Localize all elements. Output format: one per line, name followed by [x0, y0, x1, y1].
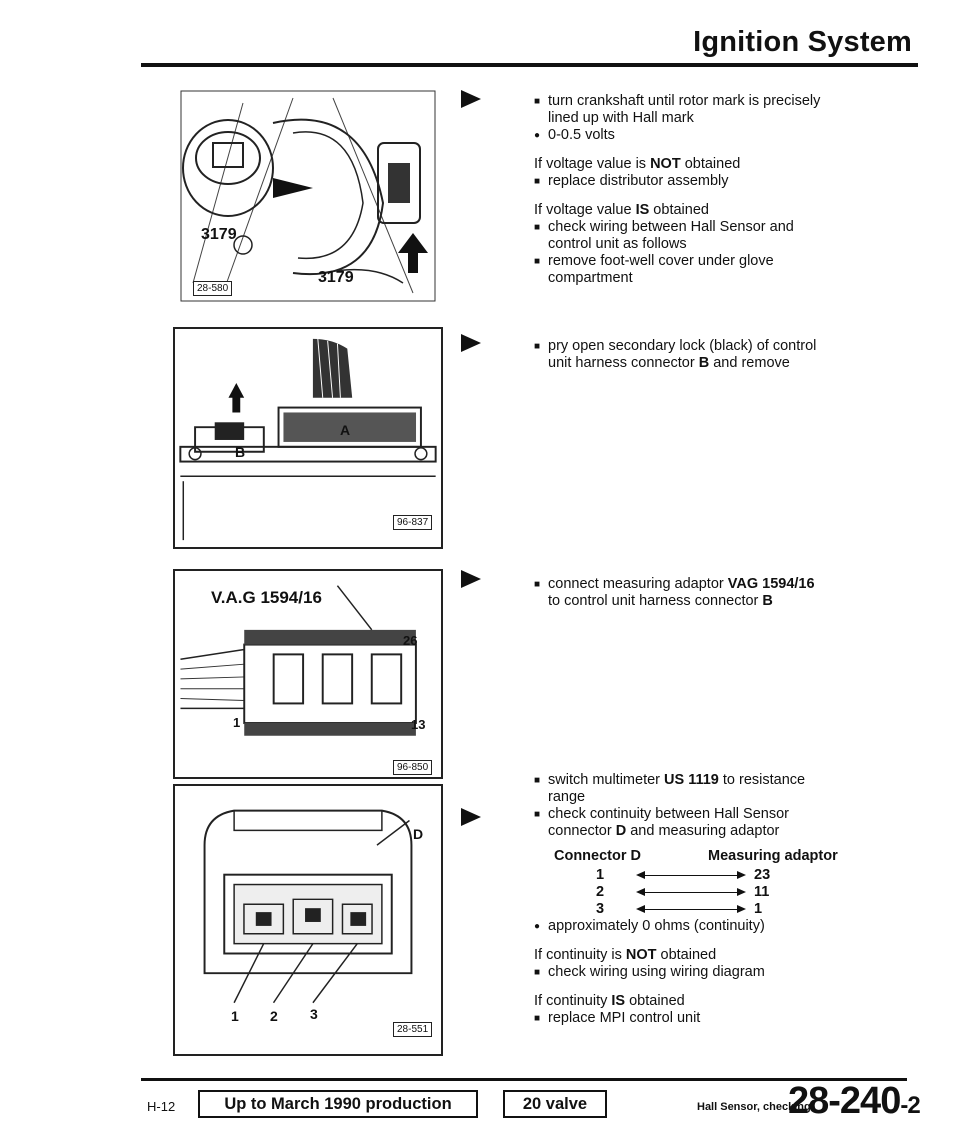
instruction-line: ■ check continuity between Hall Sensor: [534, 806, 894, 823]
production-label: Up to March 1990 production: [198, 1090, 478, 1118]
tool-label-3179-right: 3179: [318, 269, 354, 286]
page-reference: H-12: [147, 1099, 176, 1114]
instruction-line: ■ connect measuring adaptor VAG 1594/16: [534, 576, 894, 593]
tool-label-3179-left: 3179: [201, 226, 237, 243]
condition-line: If voltage value IS obtained: [534, 202, 709, 218]
table-row: [534, 884, 894, 901]
instruction-line: ■ check wiring using wiring diagram: [534, 964, 894, 981]
table-row: [534, 867, 894, 884]
instruction-line: ■ switch multimeter US 1119 to resistance: [534, 772, 894, 789]
column-header: Connector D: [554, 848, 641, 864]
step-2-text: [534, 338, 894, 372]
condition-line: If continuity IS obtained: [534, 993, 685, 1009]
table-header: [534, 848, 894, 865]
double-arrow-icon: [636, 867, 746, 884]
instruction-line: compartment: [548, 270, 633, 286]
connector-label-d: D: [413, 826, 424, 842]
pin-label-2: 2: [270, 1008, 278, 1024]
step-arrow: [461, 570, 481, 588]
instruction-line: ■ replace distributor assembly: [534, 173, 894, 190]
instruction-line: ■ turn crankshaft until rotor mark is precisely: [534, 93, 894, 110]
adaptor-pin: 1: [754, 901, 763, 917]
figure-code: 28-551: [393, 1022, 432, 1037]
page-title: Ignition System: [693, 26, 912, 58]
instruction-line: ■ pry open secondary lock (black) of control: [534, 338, 894, 355]
figure-measuring-adaptor: [173, 569, 443, 779]
instruction-line: ■ check wiring between Hall Sensor and: [534, 219, 894, 236]
instruction-line: lined up with Hall mark: [548, 110, 694, 126]
instruction-line: connector D and measuring adaptor: [548, 823, 780, 839]
step-1-text: [534, 93, 894, 287]
figure-control-unit: [173, 327, 443, 549]
continuity-table: [534, 848, 894, 918]
page-number: 28-240-2: [788, 1080, 920, 1122]
instruction-line: ■ remove foot-well cover under glove: [534, 253, 894, 270]
header-rule: [141, 63, 918, 67]
section-label: Hall Sensor, checking: [697, 1101, 811, 1113]
figure-hall-connector: [173, 784, 443, 1056]
figure-code: 96-837: [393, 515, 432, 530]
page-header: [0, 0, 960, 70]
connector-pin: 3: [596, 901, 605, 917]
instruction-line: unit harness connector B and remove: [548, 355, 790, 371]
figure-distributor: [173, 83, 443, 309]
engine-label: 20 valve: [503, 1090, 607, 1118]
instruction-line: to control unit harness connector B: [548, 593, 773, 609]
figure-code: 28-580: [193, 281, 232, 296]
step-arrow: [461, 334, 481, 352]
condition-line: If continuity is NOT obtained: [534, 947, 717, 963]
pin-label-26: 26: [403, 633, 418, 648]
double-arrow-icon: [636, 901, 746, 918]
double-arrow-icon: [636, 884, 746, 901]
connector-pin: 1: [596, 867, 605, 883]
pin-label-1: 1: [231, 1008, 239, 1024]
instruction-line: ● approximately 0 ohms (continuity): [534, 918, 894, 935]
table-row: [534, 901, 894, 918]
step-arrow: [461, 90, 481, 108]
pin-label-14: 14: [227, 629, 242, 644]
adaptor-pin: 11: [754, 884, 770, 900]
adaptor-pin: 23: [754, 867, 771, 883]
pin-label-13: 13: [411, 717, 426, 732]
adaptor-title: V.A.G 1594/16: [211, 588, 322, 607]
pin-label-3: 3: [310, 1006, 318, 1022]
step-4-text: [534, 772, 894, 1027]
step-3-text: [534, 576, 894, 610]
distributor-illustration: [173, 83, 443, 309]
column-header: Measuring adaptor: [708, 848, 838, 864]
figure-code: 96-850: [393, 760, 432, 775]
condition-line: If voltage value is NOT obtained: [534, 156, 741, 172]
pin-label-1: 1: [233, 715, 241, 730]
connector-label-a: A: [340, 422, 351, 438]
hall-connector-illustration: [175, 786, 441, 1054]
instruction-line: ● 0-0.5 volts: [534, 127, 894, 144]
connector-pin: 2: [596, 884, 605, 900]
instruction-line: ■ replace MPI control unit: [534, 1010, 894, 1027]
instruction-line: range: [548, 789, 586, 805]
instruction-line: control unit as follows: [548, 236, 687, 252]
connector-label-b: B: [235, 444, 246, 460]
step-arrow: [461, 808, 481, 826]
